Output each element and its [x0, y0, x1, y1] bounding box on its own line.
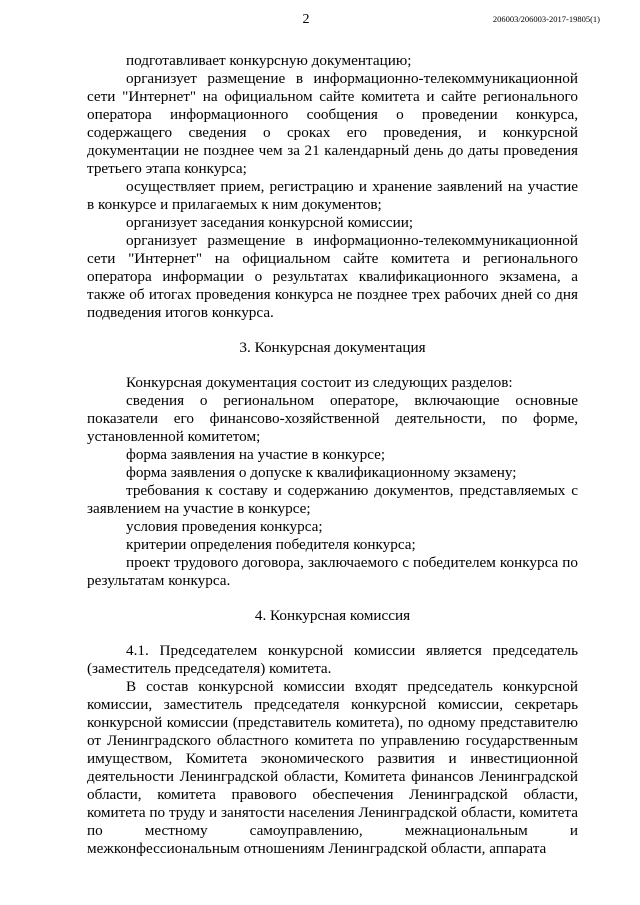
paragraph: условия проведения конкурса; [126, 518, 323, 535]
paragraph: организует размещение в информационно-телекоммуникационной сети "Интернет" на официальном сайте комитета и регионального оператора информации о результатах квалификационного экзамена, а также об итогах проведения конкурса не позднее трех рабочих дней со дня подведения итогов конкурса. [87, 232, 578, 321]
section-heading-3: 3. Конкурсная документация [239, 339, 426, 356]
paragraph: форма заявления на участие в конкурсе; [126, 446, 386, 463]
paragraph: Конкурсная документация состоит из следующих разделов: [126, 374, 513, 391]
paragraph: требования к составу и содержанию документов, представляемых с заявлением на участие в конкурсе; [87, 482, 578, 517]
paragraph: организует размещение в информационно-телекоммуникационной сети "Интернет" на официальном сайте комитета и сайте регионального оператора информационного сообщения о проведении конкурса, содержащего сведения о сроках его проведения, и конкурсной документации не позднее чем за 21 календарный день до даты проведения третьего этапа конкурса; [87, 70, 578, 177]
paragraph: осуществляет прием, регистрацию и хранение заявлений на участие в конкурсе и прилагаемых к ним документов; [87, 178, 578, 213]
paragraph: В состав конкурсной комиссии входят председатель конкурсной комиссии, заместитель председателя конкурсной комиссии, секретарь конкурсной комиссии (представитель комитета), по одному представителю от Ленинградского областного комитета по управлению государственным имуществом, Комитета экономического развития и инвестиционной деятельности Ленинградской области, Комитета финансов Ленинградской области, комитета правового обеспечения Ленинградской области, комитета по труду и занятости населения Ленинградской области, комитета по местному самоуправлению, межнациональным и межконфессиональным отношениям Ленинградской области, аппарата [87, 678, 578, 857]
paragraph: форма заявления о допуске к квалификационному экзамену; [126, 464, 517, 481]
document-body [87, 52, 578, 858]
paragraph: организует заседания конкурсной комиссии; [126, 214, 414, 231]
page-number: 2 [302, 12, 310, 27]
section-heading-4: 4. Конкурсная комиссия [254, 607, 411, 624]
paragraph: критерии определения победителя конкурса; [126, 536, 416, 553]
document-code: 206003/206003-2017-19805(1) [492, 14, 600, 24]
paragraph: 4.1. Председателем конкурсной комиссии является председатель (заместитель председателя) комитета. [87, 642, 578, 677]
paragraph: подготавливает конкурсную документацию; [126, 52, 412, 69]
paragraph: проект трудового договора, заключаемого с победителем конкурса по результатам конкурса. [87, 554, 578, 589]
paragraph: сведения о региональном операторе, включающие основные показатели его финансово-хозяйственной деятельности, по форме, установленной комитетом; [87, 392, 578, 445]
